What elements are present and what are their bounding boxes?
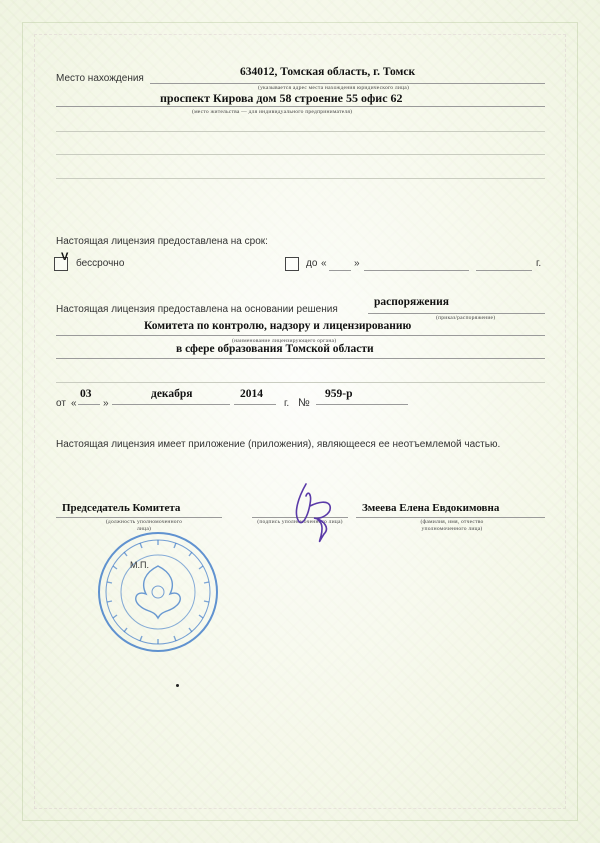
- authority-underline-2: [56, 358, 545, 359]
- ink-dot: [176, 684, 179, 687]
- location-line1: 634012, Томская область, г. Томск: [240, 66, 416, 78]
- authority-line2: в сфере образования Томской области: [176, 343, 374, 355]
- number-sign: №: [298, 397, 310, 409]
- position-underline: [56, 517, 222, 518]
- blank-line-3: [56, 178, 545, 179]
- date-year-line: [234, 404, 276, 405]
- license-number: 959-р: [325, 388, 353, 400]
- authority-underline-1: [56, 335, 545, 336]
- position-caption: (должность уполномоченного лица): [105, 519, 183, 532]
- until-option-label: до: [306, 258, 318, 269]
- until-quote-close: »: [354, 258, 360, 269]
- date-prefix: от: [56, 398, 66, 409]
- date-quote-close: »: [103, 398, 109, 409]
- basis-doc-type-caption: (приказ/распоряжение): [436, 315, 496, 321]
- authority-line1: Комитета по контролю, надзору и лицензированию: [144, 320, 412, 332]
- basis-doc-type: распоряжения: [374, 296, 450, 308]
- basis-label: Настоящая лицензия предоставлена на основании решения: [56, 304, 338, 315]
- date-day: 03: [80, 388, 92, 400]
- until-day-line: [329, 270, 351, 271]
- until-month-line: [364, 270, 469, 271]
- authority-caption: (наименование лицензирующего органа): [232, 338, 337, 344]
- blank-line-4: [56, 382, 545, 383]
- until-checkbox: [285, 257, 299, 271]
- location-underline-1: [150, 83, 545, 84]
- until-year-line: [476, 270, 532, 271]
- indefinite-option-label: бессрочно: [76, 258, 125, 269]
- blank-line-2: [56, 154, 545, 155]
- official-stamp: [96, 530, 220, 654]
- signature-caption: (подпись уполномоченного лица): [257, 519, 343, 525]
- term-label: Настоящая лицензия предоставлена на срок:: [56, 236, 268, 247]
- number-line: [316, 404, 408, 405]
- until-quote-open: «: [321, 258, 327, 269]
- location-caption2: (место жительства — для индивидуального предпринимателя): [192, 109, 353, 115]
- page-inner-border: [34, 34, 566, 809]
- location-label: Место нахождения: [56, 73, 144, 84]
- name-caption: (фамилия, имя, отчество уполномоченного лица): [420, 519, 484, 532]
- signatory-name: Змеева Елена Евдокимовна: [362, 502, 500, 514]
- indefinite-check-mark: V: [61, 251, 69, 263]
- handwritten-signature: [284, 476, 344, 548]
- signatory-position: Председатель Комитета: [62, 502, 181, 514]
- date-day-line: [78, 404, 100, 405]
- date-month: декабря: [151, 388, 193, 400]
- location-underline-2: [56, 106, 545, 107]
- date-quote-open: «: [71, 398, 77, 409]
- basis-doc-type-underline: [368, 313, 545, 314]
- location-line2: проспект Кирова дом 58 строение 55 офис 62: [160, 91, 403, 105]
- date-year: 2014: [240, 388, 263, 400]
- appendix-note: Настоящая лицензия имеет приложение (приложения), являющееся ее неотъемлемой частью.: [56, 439, 501, 450]
- location-caption1: (указывается адрес места нахождения юридического лица): [258, 85, 410, 91]
- stamp-place-label: М.П.: [130, 560, 149, 570]
- name-underline: [356, 517, 545, 518]
- until-year-suffix: г.: [536, 258, 542, 269]
- date-year-suffix: г.: [284, 398, 290, 409]
- blank-line-1: [56, 131, 545, 132]
- date-month-line: [112, 404, 230, 405]
